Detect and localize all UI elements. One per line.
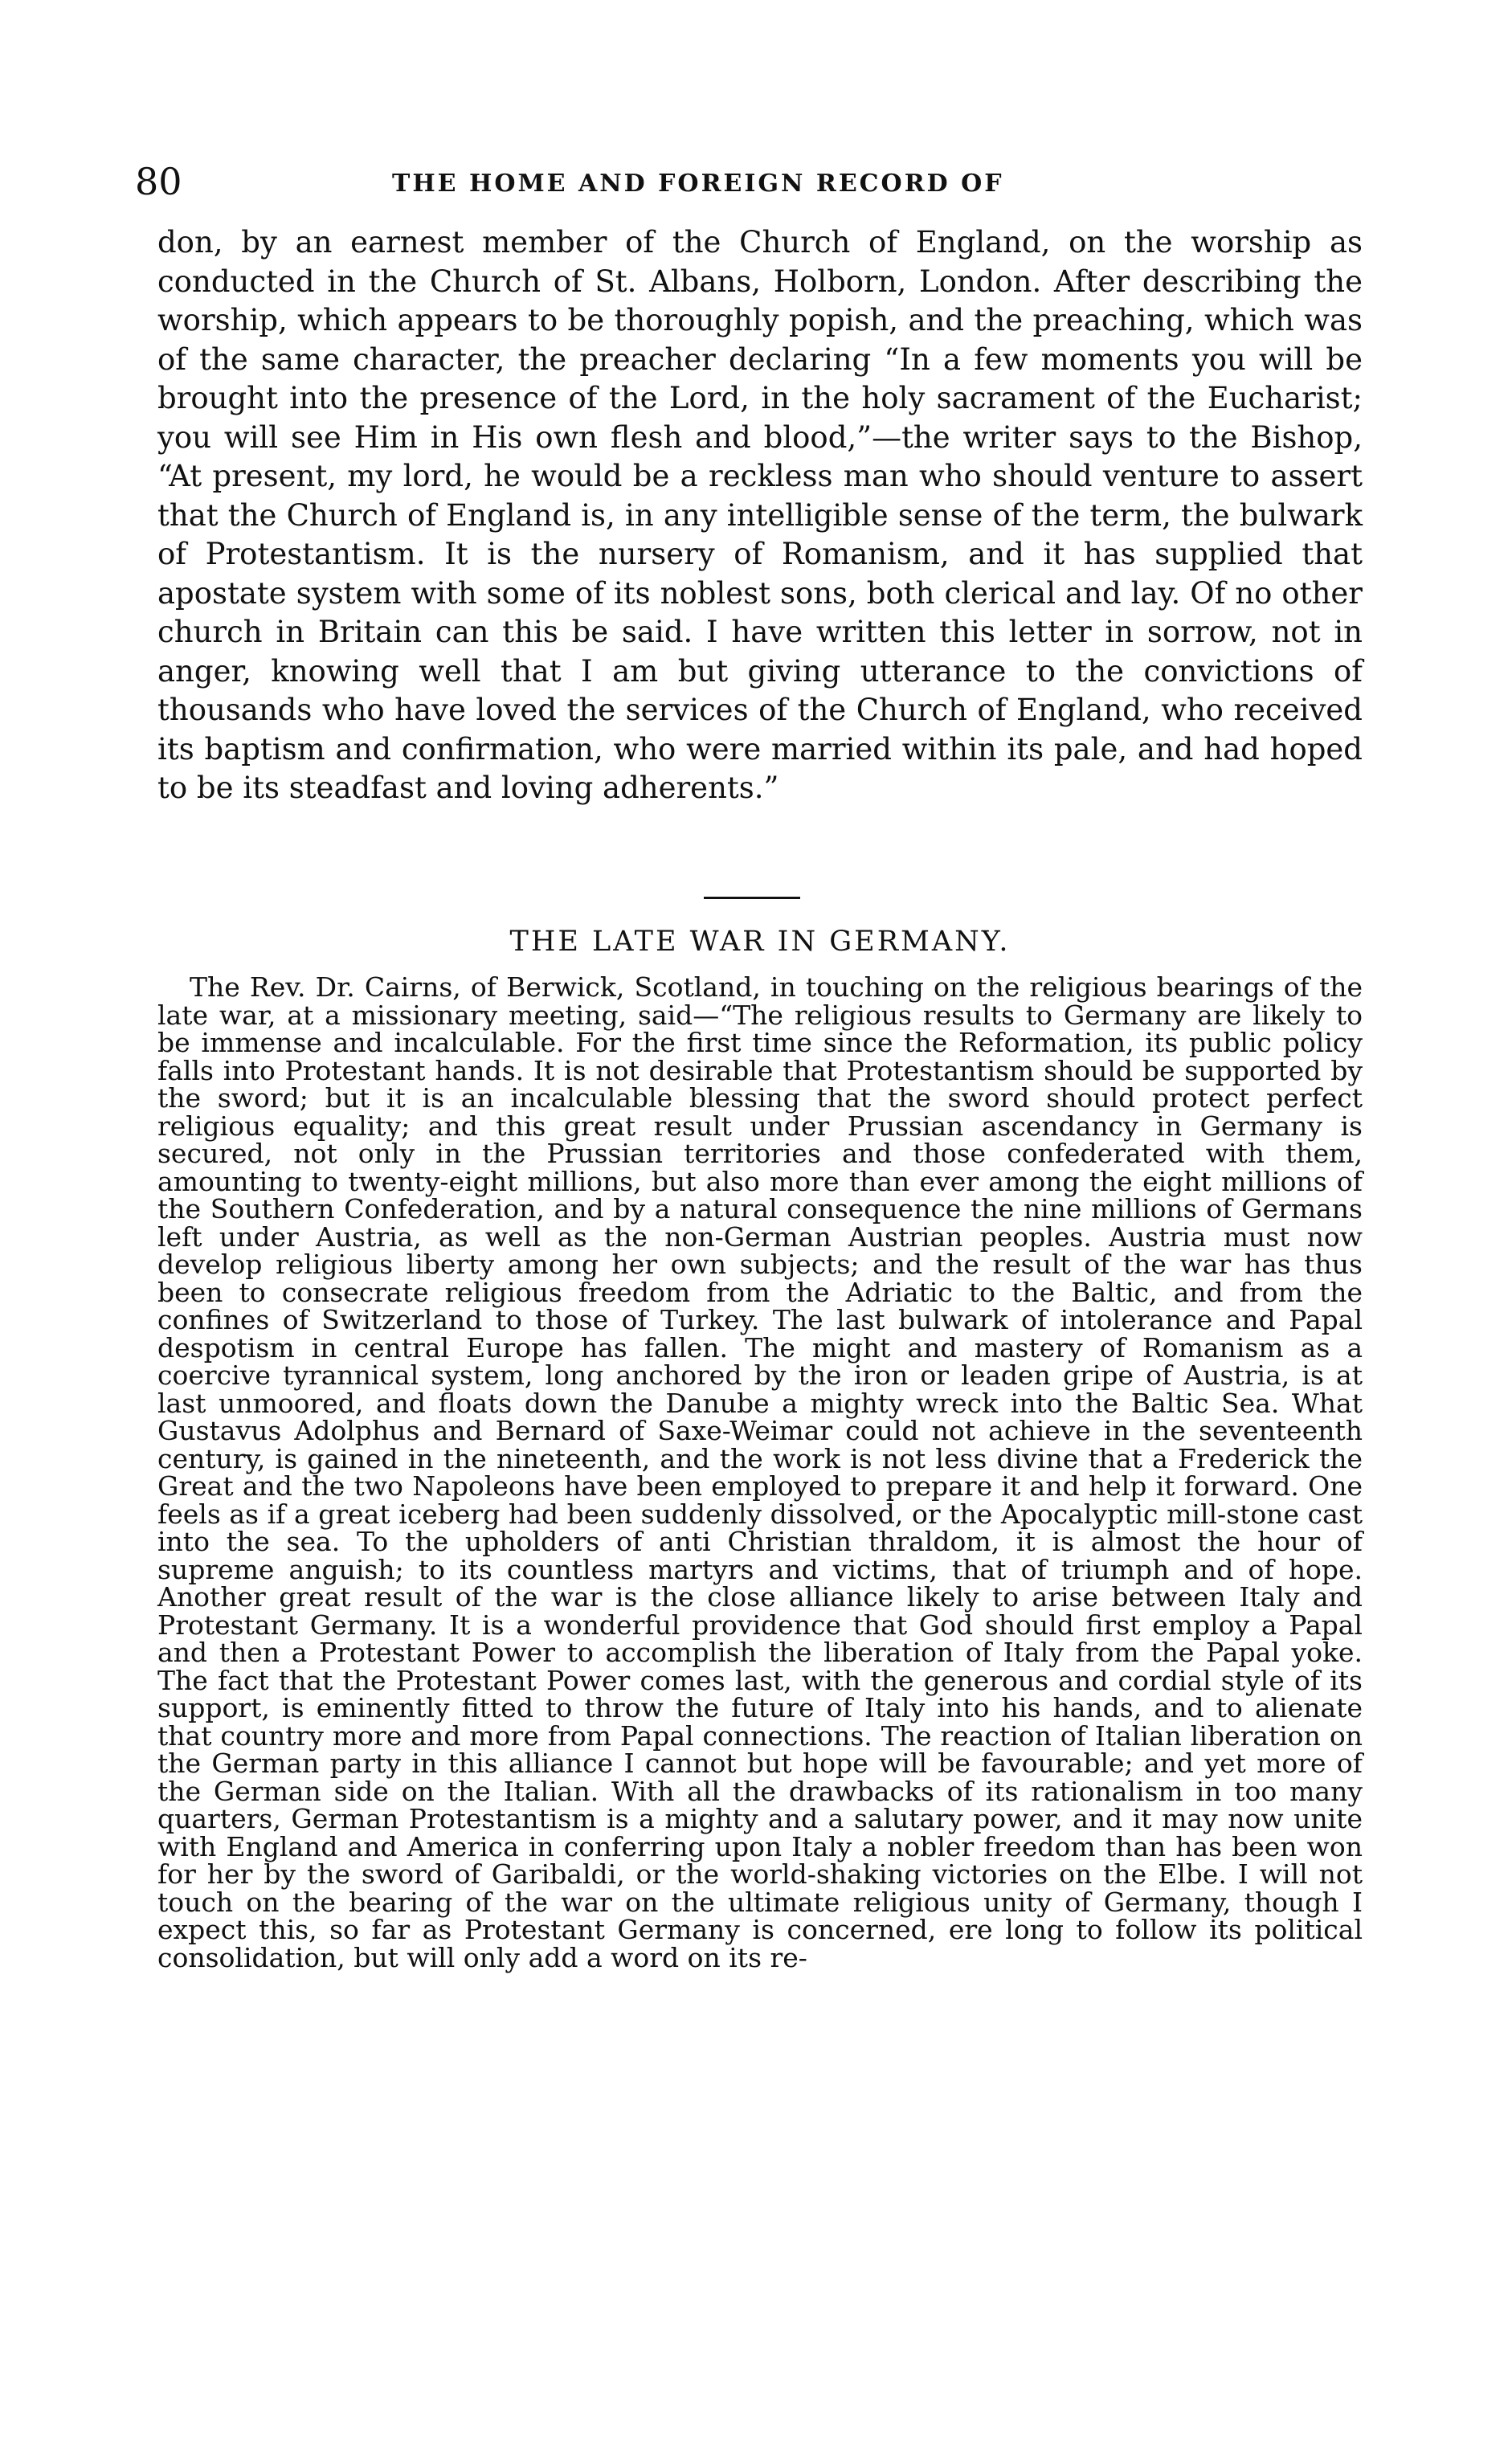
body-paragraph-article: The Rev. Dr. Cairns, of Berwick, Scotland, in touching on the religious bearings of the late war, at a missionary meeting, said—“The religious results to Germany are likely to be immense and incalculable. For the first time since the Reformation, its public policy falls into Protestant hands. It is not desirable that Protestantism should be supported by the sword; but it is an incalculable blessing that the sword should protect perfect religious equality; and this great result under Prussian ascendancy in Germany is secured, not only in the Prussian territories and those confederated with them, amounting to twenty-eight millions, but also more than ever among the eight millions of the Southern Confederation, and by a natural consequence the nine millions of Germans left under Austria, as well as the non-German Austrian peoples. Austria must now develop religious liberty among her own subjects; and the result of the war has thus been to consecrate religious freedom from the Adriatic to the Baltic, and from the confines of Switzerland to those of Turkey. The last bulwark of intolerance and Papal despotism in central Europe has fallen. The might and mastery of Romanism as a coercive tyrannical system, long anchored by the iron or leaden gripe of Austria, is at last unmoored, and floats down the Danube a mighty wreck into the Baltic Sea. What Gustavus Adolphus and Bernard of Saxe-Weimar could not achieve in the seventeenth century, is gained in the nineteenth, and the work is not less divine that a Frederick the Great and the two Napoleons have been employed to prepare it and help it forward. One feels as if a great iceberg had been suddenly dissolved, or the Apocalyptic mill-stone cast into the sea. To the upholders of anti Christian thraldom, it is almost the hour of supreme anguish; to its countless martyrs and victims, that of triumph and of hope. Another great result of the war is the close alliance likely to arise between Italy and Protestant Germany. It is a wonderful providence that God should first employ a Papal and then a Protestant Power to accomplish the liberation of Italy from the Papal yoke. The fact that the Protestant Power comes last, with the generous and cordial style of its support, is eminently fitted to throw the future of Italy into his hands, and to alienate that country more and more from Papal connections. The reaction of Italian liberation on the German party in this alliance I cannot but hope will be favourable; and yet more of the German side on the Italian. With all the drawbacks of its rationalism in too many quarters, German Protestantism is a mighty and a salutary power, and it may now unite with England and America in conferring upon Italy a nobler freedom than has been won for her by the sword of Garibaldi, or the world-shaking victories on the Elbe. I will not touch on the bearing of the war on the ultimate religious unity of Germany, though I expect this, so far as Protestant Germany is concerned, ere long to follow its political consolidation, but will only add a word on its re- [157,971,1363,1973]
page-number: 80 [135,160,182,203]
section-title: THE LATE WAR IN GERMANY. [509,926,1011,958]
running-head [135,157,1382,206]
body-paragraph-continued: don, by an earnest member of the Church of England, on the worship as conducted in the Church of St. Albans, Holborn, London. After describing the worship, which appears to be thoroughly popish, and the preaching, which was of the same character, the preacher declaring “In a few moments you will be brought into the presence of the Lord, in the holy sacrament of the Eucharist; you will see Him in His own flesh and blood,”—the writer says to the Bishop, “At present, my lord, he would be a reckless man who should venture to assert that the Church of England is, in any intelligible sense of the term, the bulwark of Protestantism. It is the nursery of Romanism, and it has supplied that apostate system with some of its noblest sons, both clerical and lay. Of no other church in Britain can this be said. I have written this letter in sorrow, not in anger, knowing well that I am but giving utterance to the convictions of thousands who have loved the services of the Church of England, who received its baptism and confirmation, who were married within its pale, and had hoped to be its steadfast and loving adherents.” [157,225,1363,805]
running-title: THE HOME AND FOREIGN RECORD OF [392,170,1004,198]
section-divider [704,897,800,899]
